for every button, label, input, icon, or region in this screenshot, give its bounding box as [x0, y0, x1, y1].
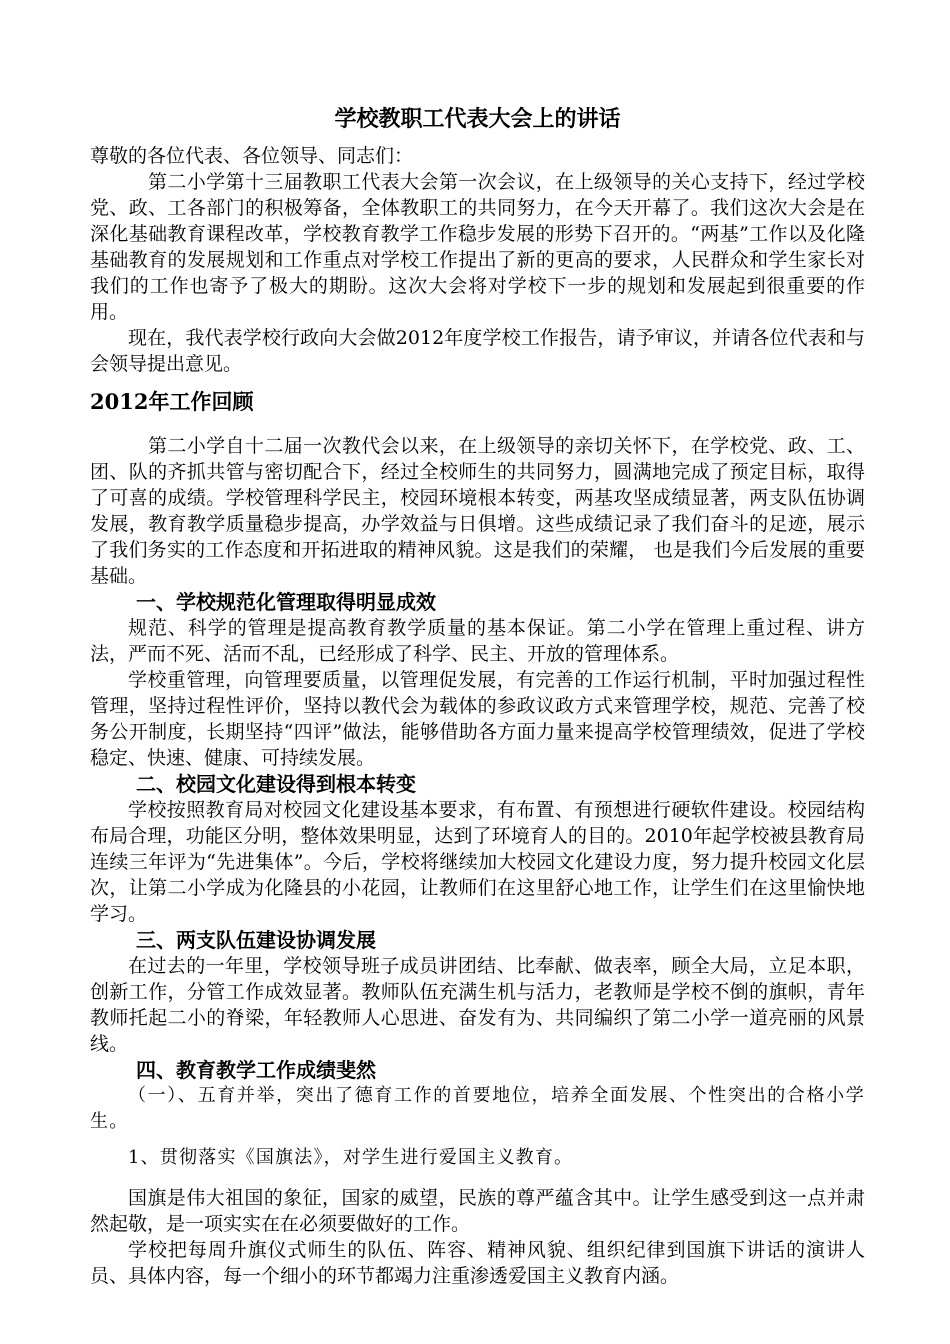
salutation: 尊敬的各位代表、各位领导、同志们：	[90, 145, 414, 167]
section-heading: 一、学校规范化管理取得明显成效	[136, 590, 436, 614]
section-heading: 二、校园文化建设得到根本转变	[136, 772, 416, 796]
section-heading: 三、两支队伍建设协调发展	[136, 928, 376, 952]
body-paragraph: 国旗是伟大祖国的象征，国家的威望，民族的尊严蕴含其中。让学生感受到这一点并肃然起敬，是一项实实在在必须要做好的工作。	[90, 1187, 865, 1235]
subsection-heading: （一）、五育并举，突出了德育工作的首要地位，培养全面发展、个性突出的合格小学生。	[90, 1085, 865, 1132]
body-paragraph: 在过去的一年里，学校领导班子成员讲团结、比奉献、做表率，顾全大局，立足本职，创新工作，分管工作成效显著。教师队伍充满生机与活力，老教师是学校不倒的旗帜，青年教师托起二小的脊梁，年轻教师人心思进、奋发有为、共同编织了第二小学一道亮丽的风景线。	[90, 955, 865, 1055]
document-title: 学校教职工代表大会上的讲话	[334, 106, 621, 132]
intro-paragraph: 现在，我代表学校行政向大会做2012年度学校工作报告，请予审议，并请各位代表和与会领导提出意见。	[90, 327, 865, 375]
body-paragraph: 规范、科学的管理是提高教育教学质量的基本保证。第二小学在管理上重过程、讲方法，严而不死、活而不乱，已经形成了科学、民主、开放的管理体系。	[90, 617, 865, 665]
review-paragraph: 第二小学自十二届一次教代会以来，在上级领导的亲切关怀下，在学校党、政、工、团、队的齐抓共管与密切配合下，经过全校师生的共同努力，圆满地完成了预定目标，取得了可喜的成绩。学校管理科学民主，校园环境根本转变，两基攻坚成绩显著，两支队伍协调发展，教育教学质量稳步提高，办学效益与日俱增。这些成绩记录了我们奋斗的足迹，展示了我们务实的工作态度和开拓进取的精神风貌。这是我们的荣耀， 也是我们今后发展的重要基础。	[90, 435, 865, 587]
section-heading: 四、教育教学工作成绩斐然	[136, 1058, 376, 1082]
body-paragraph: 学校重管理，向管理要质量，以管理促发展，有完善的工作运行机制，平时加强过程性管理，坚持过程性评价，坚持以教代会为载体的参政议政方式来管理学校，规范、完善了校务公开制度，长期坚持“四评”做法，能够借助各方面力量来提高学校管理绩效，促进了学校稳定、快速、健康、可持续发展。	[90, 669, 865, 769]
list-item: 1、贯彻落实《国旗法》，对学生进行爱国主义教育。	[128, 1147, 574, 1168]
body-paragraph: 学校把每周升旗仪式师生的队伍、阵容、精神风貌、组织纪律到国旗下讲话的演讲人员、具体内容，每一个细小的环节都竭力注重渗透爱国主义教育内涵。	[90, 1239, 865, 1287]
intro-paragraph: 第二小学第十三届教职工代表大会第一次会议，在上级领导的关心支持下，经过学校党、政、工各部门的积极筹备，全体教职工的共同努力，在今天开幕了。我们这次大会是在深化基础教育课程改革，学校教育教学工作稳步发展的形势下召开的。“两基”工作以及化隆基础教育的发展规划和工作重点对学校工作提出了新的更高的要求，人民群众和学生家长对我们的工作也寄予了极大的期盼。这次大会将对学校下一步的规划和发展起到很重要的作用。	[90, 171, 865, 323]
document-body	[90, 103, 865, 1289]
review-heading: 2012年工作回顾	[90, 389, 254, 414]
body-paragraph: 学校按照教育局对校园文化建设基本要求，有布置、有预想进行硬软件建设。校园结构布局合理，功能区分明，整体效果明显，达到了环境育人的目的。2010年起学校被县教育局连续三年评为“先进集体”。今后，学校将继续加大校园文化建设力度，努力提升校园文化层次，让第二小学成为化隆县的小花园，让教师们在这里舒心地工作，让学生们在这里愉快地学习。	[90, 799, 865, 925]
